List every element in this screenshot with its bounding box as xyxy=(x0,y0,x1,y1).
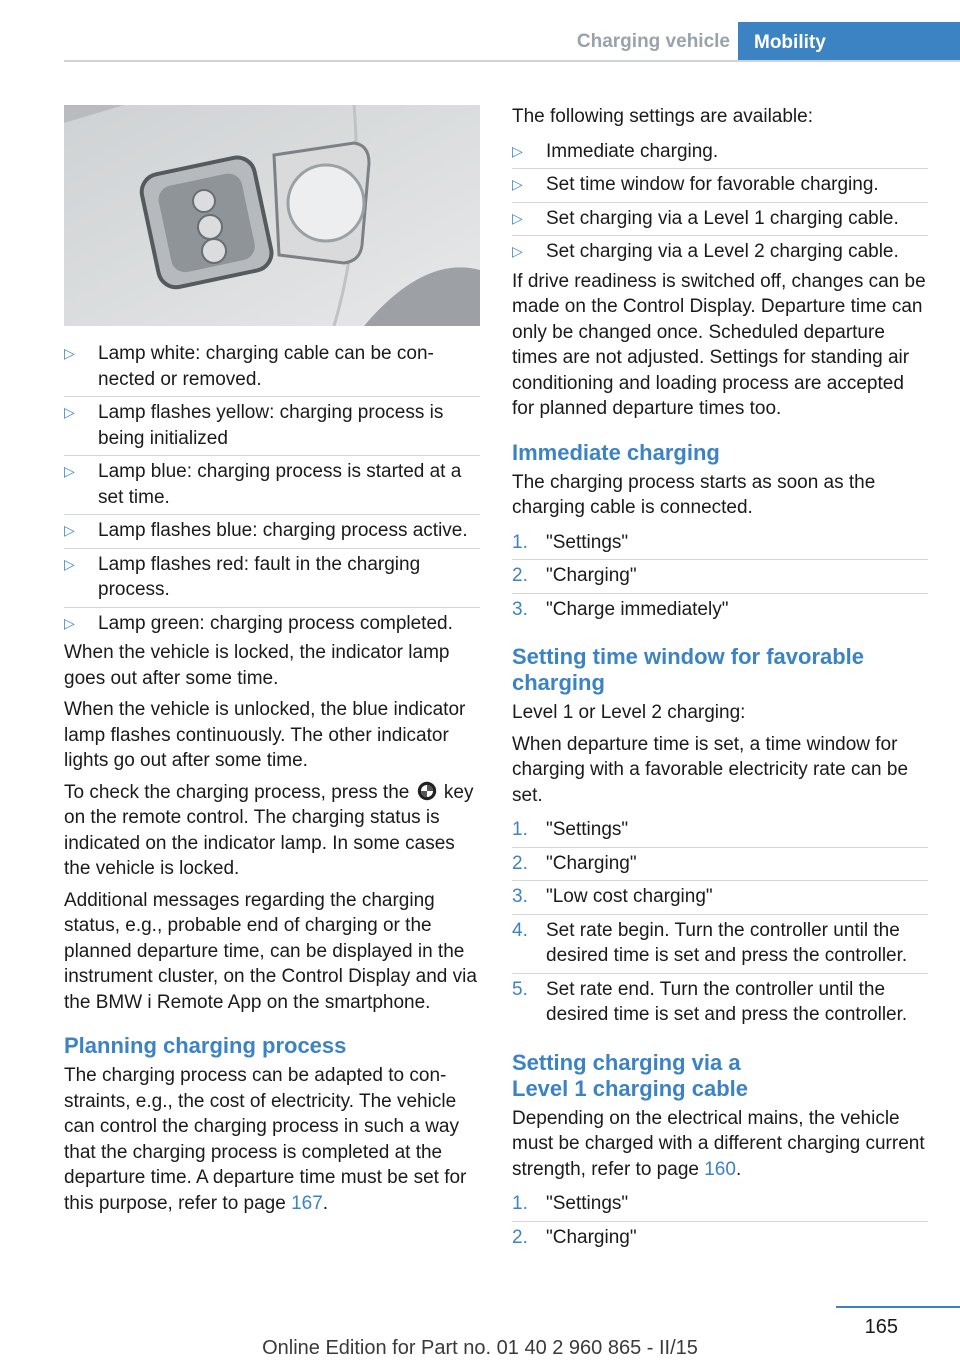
paragraph-level-sub: Level 1 or Level 2 charging: xyxy=(512,702,746,723)
header-rule xyxy=(64,60,960,62)
paragraph-messages: Additional messages regarding the charging status, e.g., probable end of charging or the planned departure time, can be displayed in the instrument cluster, on the Control Display and via the BMW i Remote App on the smartphone. xyxy=(64,889,477,1013)
triangle-right-icon: ▷ xyxy=(64,614,75,631)
list-item: 2. "Charging" xyxy=(512,1221,928,1255)
paragraph-immediate: The charging process starts as soon as the charging cable is connected. xyxy=(512,471,876,518)
list-item: 1. "Settings" xyxy=(512,1193,629,1214)
paragraph-unlocked: When the vehicle is unlocked, the blue indicator lamp flashes continuously. The other indicator lights go out after some time. xyxy=(64,699,466,771)
paragraph-locked: When the vehicle is locked, the indicator lamp goes out after some time. xyxy=(64,642,450,689)
time-window-steps xyxy=(512,814,928,1032)
level1-steps xyxy=(512,1188,928,1254)
list-item: ▷ Lamp blue: charging process is started at a set time. xyxy=(64,455,480,514)
triangle-right-icon: ▷ xyxy=(64,345,75,361)
triangle-right-icon: ▷ xyxy=(64,522,75,538)
heading-planning: Planning charging process xyxy=(64,1033,347,1058)
paragraph-time-window: When departure time is set, a time window for charging with a favorable electricity rate can be set. xyxy=(512,733,909,806)
header-section-title: Charging vehicle xyxy=(576,31,730,52)
list-item: ▷ Set charging via a Level 1 charging cable. xyxy=(512,202,928,236)
footer-rule xyxy=(836,1306,960,1308)
triangle-right-icon: ▷ xyxy=(64,404,75,420)
list-item: ▷ Lamp white: charging cable can be connected or removed. xyxy=(64,343,434,390)
charging-socket-illustration xyxy=(64,105,480,326)
list-item: ▷ Lamp flashes red: fault in the charging process. xyxy=(64,548,480,607)
heading-time-window: Setting time window for favorable charging xyxy=(512,644,865,695)
list-item: 1. "Settings" xyxy=(512,531,629,553)
settings-intro: The following settings are available: xyxy=(512,106,814,127)
page-link-160[interactable]: 160 xyxy=(704,1158,736,1180)
header-chapter-tab: Mobility xyxy=(738,22,960,62)
page-link-167[interactable]: 167 xyxy=(291,1192,323,1214)
list-item: ▷ Lamp green: charging process completed. xyxy=(64,607,480,641)
heading-immediate-charging: Immediate charging xyxy=(512,439,720,465)
paragraph-check-charging: To check the charging process, press the key on the remote control. The charging status is indicated on the indicator lamp. In some cases the vehicle is locked. xyxy=(64,781,474,879)
list-item: 3. "Charge immediately" xyxy=(512,593,928,627)
paragraph-drive-readiness: If drive readiness is switched off, changes can be made on the Control Display. Departure time can only be changed once. Scheduled departure times are not adjusted. Settings for standing air conditioning and loading process are accepted for planned departure times too. xyxy=(512,270,926,419)
triangle-right-icon: ▷ xyxy=(512,243,523,259)
paragraph-level1: Depending on the electrical mains, the vehicle must be charged with a different charging current strength, refer to page 160. xyxy=(512,1107,925,1180)
list-item: ▷ Immediate charging. xyxy=(512,136,928,169)
list-item: 1. "Settings" xyxy=(512,819,629,840)
list-item: ▷ Set charging via a Level 2 charging cable. xyxy=(512,235,928,269)
list-item: ▷ Lamp flashes yellow: charging process is being initialized xyxy=(64,396,480,455)
triangle-right-icon: ▷ xyxy=(512,142,523,159)
list-item: 3. "Low cost charging" xyxy=(512,880,928,914)
triangle-right-icon: ▷ xyxy=(64,555,75,572)
left-column xyxy=(64,338,480,1222)
page-number: 165 xyxy=(864,1316,898,1338)
edition-note: Online Edition for Part no. 01 40 2 960 865 - II/15 xyxy=(262,1337,698,1359)
lamp-status-list xyxy=(64,338,480,640)
heading-level1: Setting charging via a Level 1 charging cable xyxy=(512,1049,748,1101)
paragraph-planning: The charging process can be adapted to constraints, e.g., the cost of electricity. The vehicle can control the charging process in such a way that the charging process is completed at the departure time. A departure time must be set for this purpose, refer to page 167. xyxy=(64,1065,467,1214)
list-item: 5. Set rate end. Turn the controller until the desired time is set and press the controller. xyxy=(512,973,928,1032)
list-item: ▷ Lamp flashes blue: charging process active. xyxy=(64,514,480,548)
immediate-steps xyxy=(512,527,928,627)
triangle-right-icon: ▷ xyxy=(512,209,523,226)
list-item: 2. "Charging" xyxy=(512,847,928,881)
list-item: 4. Set rate begin. Turn the controller until the desired time is set and press the controller. xyxy=(512,914,928,973)
settings-list xyxy=(512,136,928,269)
list-item: 2. "Charging" xyxy=(512,559,928,593)
triangle-right-icon: ▷ xyxy=(64,463,75,479)
triangle-right-icon: ▷ xyxy=(512,176,523,192)
charging-socket-photo xyxy=(64,105,480,326)
right-column xyxy=(512,104,928,1254)
list-item: ▷ Set time window for favorable charging. xyxy=(512,168,928,202)
bmw-logo-icon xyxy=(417,781,437,801)
